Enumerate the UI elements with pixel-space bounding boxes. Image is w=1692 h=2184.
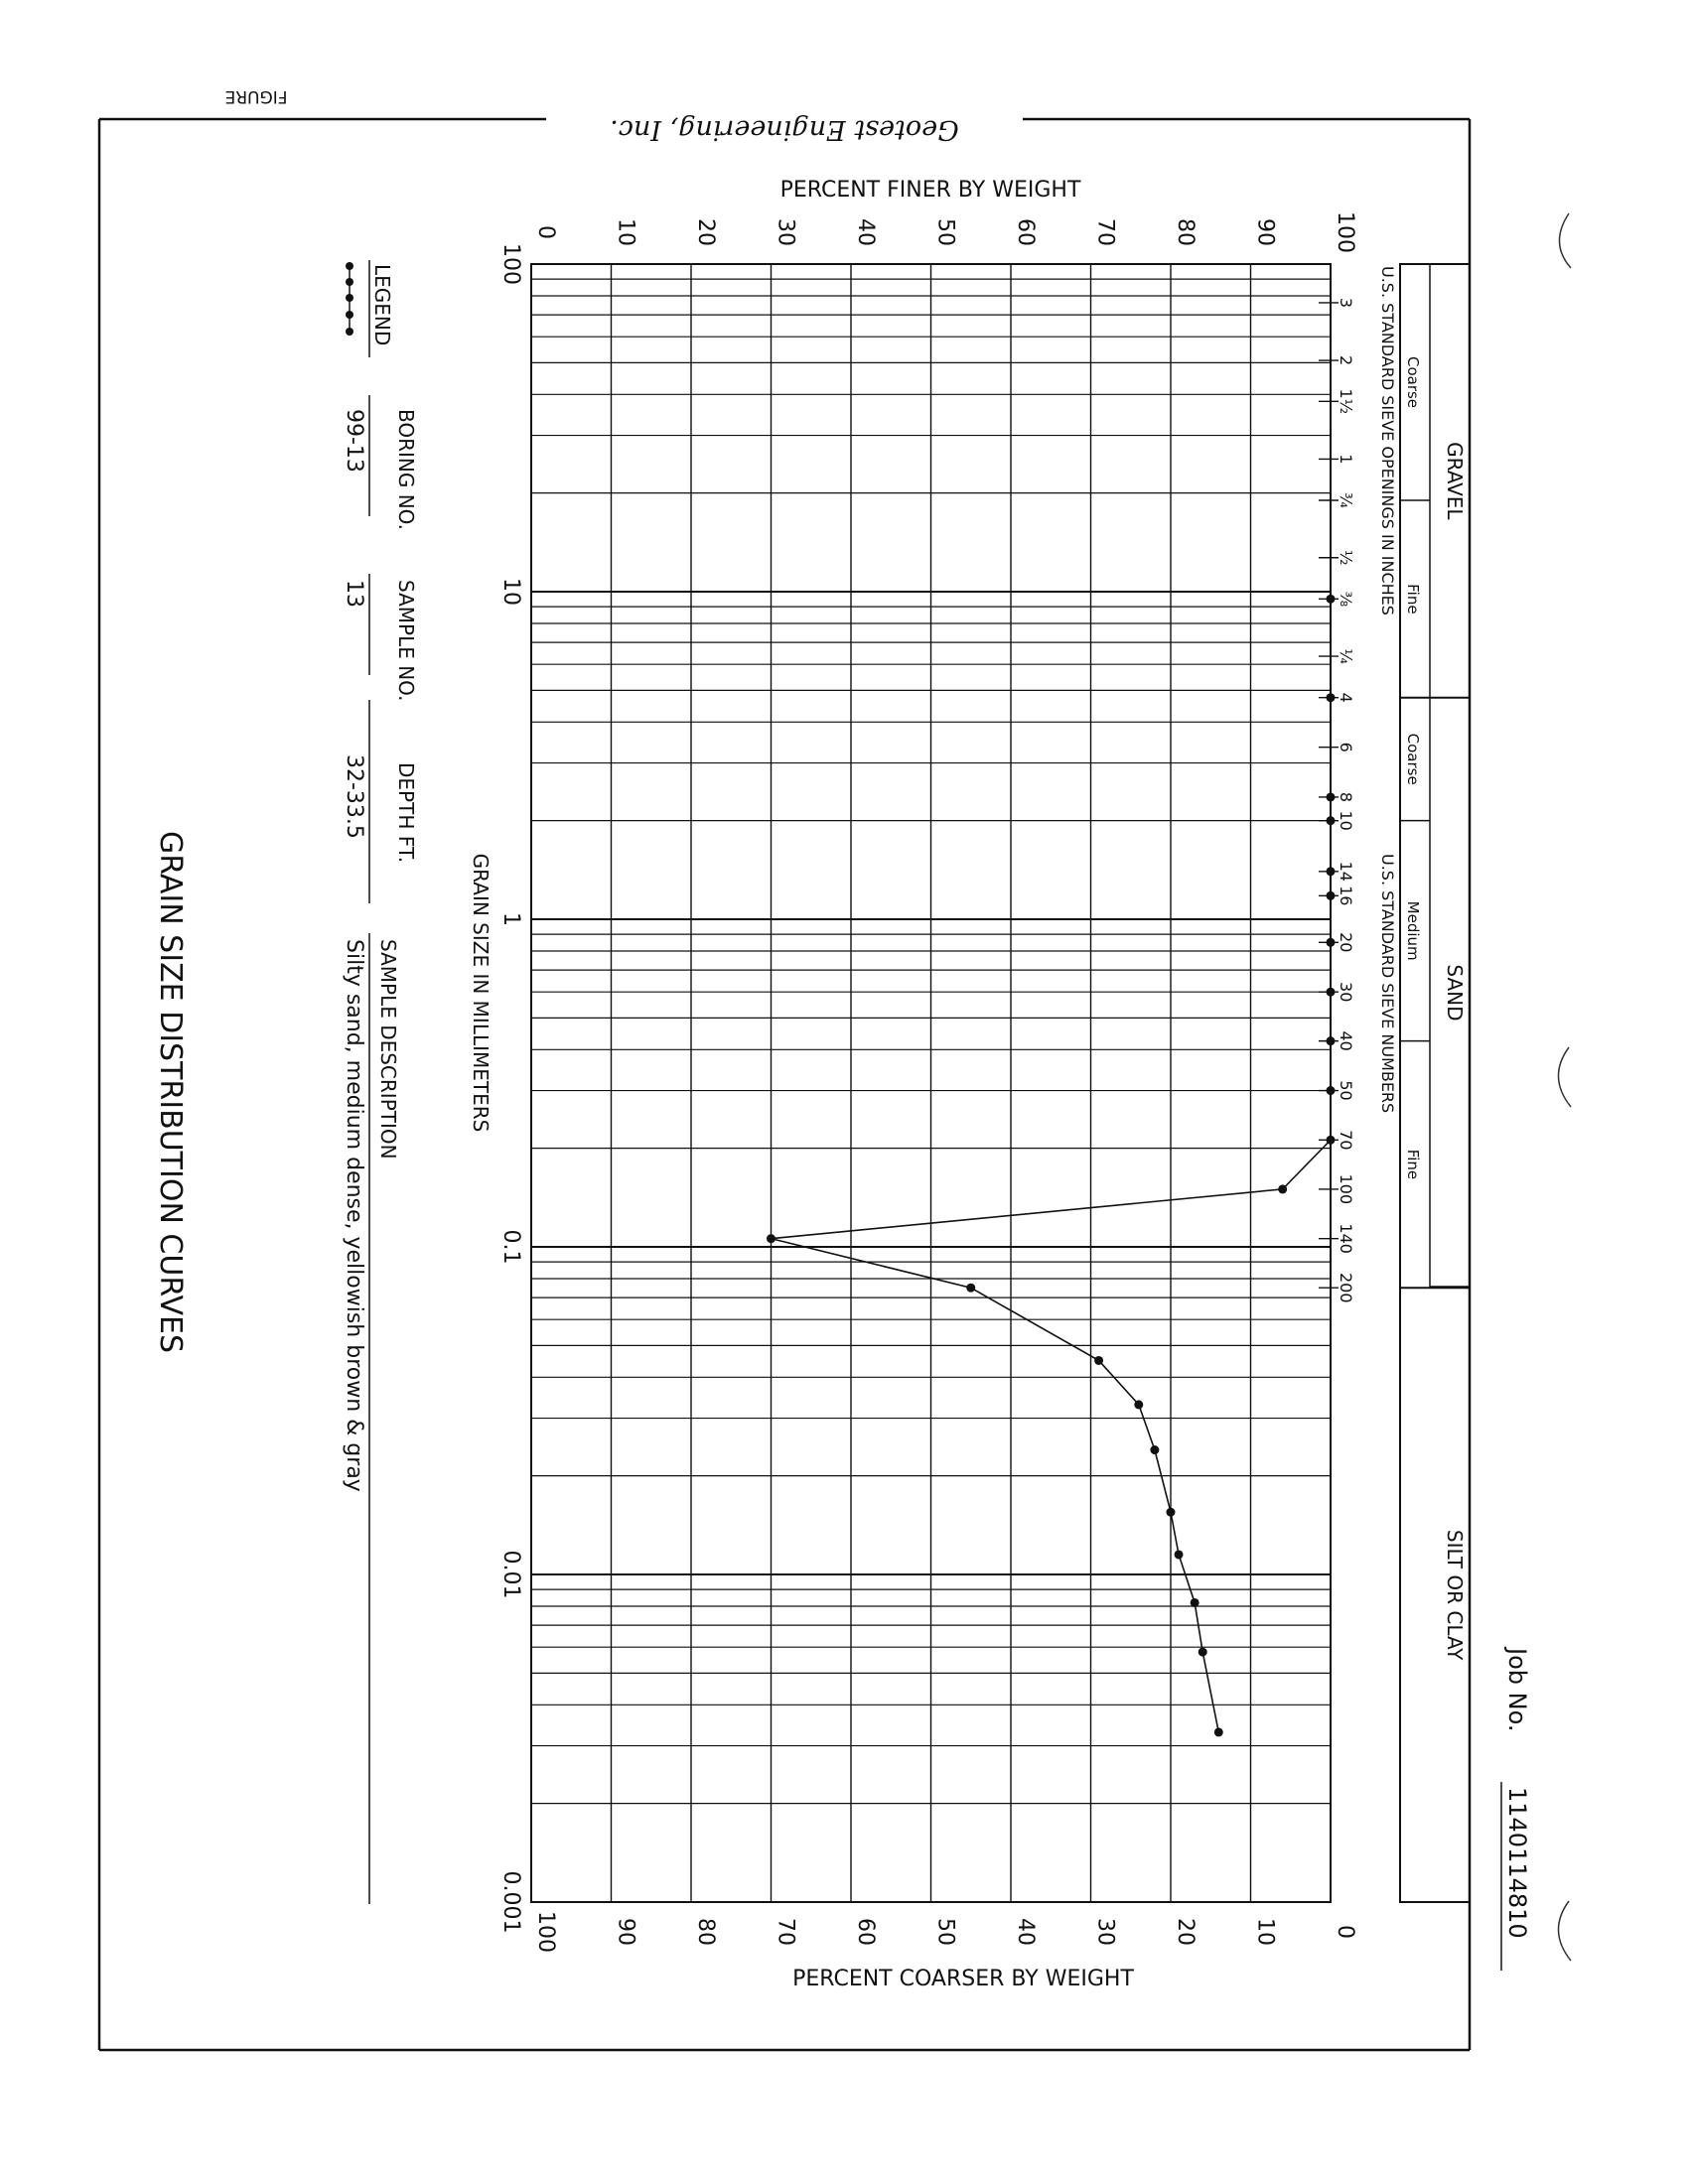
x-tick-label: 0.001	[498, 1870, 523, 1934]
y-tick-label-finer-group	[1173, 218, 1198, 246]
plot-area	[531, 264, 1355, 1902]
y-tick-label-coarser: 10	[1252, 1918, 1278, 1946]
data-point	[1167, 1508, 1176, 1517]
x-tick-label-group	[498, 912, 523, 926]
legend-symbol-dot	[346, 311, 353, 319]
data-point	[1327, 867, 1336, 876]
y-tick-label-coarser-group	[1173, 1918, 1198, 1946]
class-label-group	[1443, 442, 1467, 520]
data-point	[1214, 1727, 1223, 1736]
y-tick-label-coarser-group	[774, 1918, 798, 1946]
subclass-label: Coarse	[1404, 355, 1422, 409]
y-tick-label-coarser-group	[933, 1918, 958, 1946]
binder-mark-3	[1558, 1901, 1571, 1961]
y-tick-label-finer-group	[853, 218, 878, 246]
sieve-label: 1	[1337, 454, 1355, 465]
sieve-label: 8	[1337, 791, 1355, 803]
sieve-label-group	[1337, 592, 1355, 608]
y-tick-label-finer-group	[1253, 218, 1278, 246]
gradation-curve	[767, 595, 1336, 1737]
sieve-label-group	[1337, 454, 1355, 464]
job-number: 1140114810	[1503, 1787, 1531, 1939]
sieve-label: 10	[1337, 810, 1355, 831]
sieve-label-group	[1337, 693, 1355, 703]
y-tick-label-finer-group	[933, 218, 958, 246]
major-gridlines	[531, 264, 1331, 1902]
series-line	[772, 599, 1332, 1732]
sieve-label-group	[1337, 1130, 1355, 1150]
data-point	[1327, 891, 1336, 900]
class-label: SILT OR CLAY	[1443, 1529, 1467, 1661]
subclass-label: Fine	[1404, 584, 1422, 614]
data-point	[1327, 1086, 1336, 1095]
sieve-label-group	[1337, 550, 1355, 566]
sieve-label: 2	[1337, 354, 1355, 366]
y-tick-label-finer: 90	[1252, 218, 1278, 246]
sieve-label: 16	[1337, 886, 1355, 906]
sieve-label: 1½	[1337, 388, 1355, 415]
y-tick-label-finer: 30	[773, 218, 798, 246]
y-tick-label-finer-group	[1013, 218, 1038, 246]
sample-header: SAMPLE NO.	[394, 580, 418, 702]
data-point	[1327, 792, 1336, 801]
class-labels	[1404, 356, 1467, 1661]
sieve-label-group	[1337, 1080, 1355, 1100]
sieve-label: ⅜	[1337, 591, 1355, 608]
sieve-label: 6	[1337, 742, 1355, 752]
data-point	[767, 1234, 776, 1243]
y-tick-label-coarser: 40	[1013, 1918, 1038, 1946]
sieve-numbers-label: U.S. STANDARD SIEVE NUMBERS	[1378, 854, 1397, 1114]
y-tick-label-coarser-group	[1253, 1918, 1278, 1946]
y-tick-label-finer-group	[614, 218, 638, 246]
class-label: SAND	[1443, 964, 1467, 1022]
x-tick-label: 1	[498, 912, 523, 926]
sieve-label-group	[1337, 810, 1355, 830]
sieve-marks	[1319, 298, 1355, 1303]
sieve-label: 14	[1337, 861, 1355, 882]
y-tick-label-coarser: 50	[932, 1918, 958, 1946]
y-tick-label-coarser: 80	[693, 1918, 718, 1946]
y-tick-label-finer: 60	[1013, 218, 1038, 246]
x-tick-label-group	[498, 1871, 523, 1934]
y-tick-label-finer: 0	[533, 225, 558, 239]
x-tick-label: 100	[498, 243, 523, 285]
data-point	[1278, 1184, 1287, 1193]
y-tick-label-coarser: 90	[613, 1918, 638, 1946]
sieve-label: ½	[1337, 549, 1355, 566]
class-label-group	[1443, 964, 1467, 1021]
data-point	[1134, 1400, 1143, 1409]
depth-value: 32-33.5	[342, 754, 366, 839]
sieve-label-group	[1337, 1174, 1355, 1205]
sieve-label: 30	[1337, 982, 1355, 1003]
y-tick-label-coarser-group	[1093, 1918, 1118, 1946]
boring-value: 99-13	[342, 409, 366, 473]
sieve-label-group	[1337, 648, 1355, 664]
job-label: Job No.	[1503, 1648, 1531, 1732]
data-point	[1327, 816, 1336, 825]
sieve-label: ¾	[1337, 492, 1355, 508]
sieve-label: ¼	[1337, 648, 1355, 664]
legend-header: LEGEND	[370, 264, 394, 346]
sieve-label-group	[1337, 792, 1355, 802]
sieve-label-group	[1337, 1030, 1355, 1050]
legend-table	[342, 260, 418, 1904]
sieve-label: 200	[1337, 1272, 1355, 1303]
sieve-label-group	[1337, 743, 1355, 752]
subclass-label-group	[1404, 734, 1422, 785]
x-tick-label: 0.1	[498, 1229, 523, 1265]
depth-header: DEPTH FT.	[394, 762, 418, 864]
legend-symbol	[346, 262, 353, 336]
description-value: Silty sand, medium dense, yellowish brown & gray	[342, 939, 366, 1492]
y-tick-label-coarser-group	[693, 1918, 718, 1946]
x-tick-label-group	[498, 1551, 523, 1599]
subclass-box	[1430, 264, 1470, 1287]
chart-title: GRAIN SIZE DISTRIBUTION CURVES	[153, 830, 188, 1354]
y-tick-labels-coarser	[533, 1911, 1357, 1953]
subclass-label-group	[1404, 584, 1422, 614]
sieve-label-group	[1337, 932, 1355, 952]
y-tick-label-coarser: 70	[773, 1918, 798, 1946]
subclass-label-group	[1404, 356, 1422, 408]
y-tick-label-coarser-group	[614, 1918, 638, 1946]
y-tick-label-finer: 50	[932, 218, 958, 246]
description-header: SAMPLE DESCRIPTION	[376, 939, 400, 1160]
y-tick-label-finer: 80	[1173, 218, 1198, 246]
y-axis-title-coarser: PERCENT COARSER BY WEIGHT	[792, 1967, 1134, 1991]
y-tick-label-finer: 70	[1092, 218, 1118, 246]
data-point	[1094, 1356, 1103, 1365]
data-point	[1327, 1036, 1336, 1045]
sieve-label: 100	[1337, 1173, 1355, 1205]
sieve-label-group	[1337, 298, 1355, 308]
y-tick-label-coarser: 20	[1173, 1918, 1198, 1946]
sieve-label-group	[1337, 982, 1355, 1002]
y-tick-label-coarser: 60	[853, 1918, 878, 1946]
subclass-label: Fine	[1404, 1149, 1422, 1180]
data-point	[1327, 1136, 1336, 1145]
sieve-label: 140	[1337, 1223, 1355, 1254]
x-tick-labels	[498, 243, 523, 1933]
sieve-label: 50	[1337, 1080, 1355, 1101]
sieve-label: 3	[1337, 297, 1355, 309]
class-label-group	[1443, 1530, 1467, 1661]
x-tick-label-group	[498, 578, 523, 606]
y-tick-label-finer-group	[774, 218, 798, 246]
data-point	[1191, 1598, 1199, 1607]
x-tick-label-group	[498, 243, 523, 285]
x-tick-label-group	[498, 1230, 523, 1265]
sample-value: 13	[342, 580, 366, 608]
data-point	[1327, 988, 1336, 997]
x-axis-title: GRAIN SIZE IN MILLIMETERS	[469, 853, 493, 1133]
legend-symbol-dot	[346, 328, 353, 336]
binder-mark-2	[1558, 1047, 1571, 1107]
y-tick-label-coarser-group	[853, 1918, 878, 1946]
y-tick-label-coarser-group	[1333, 1925, 1357, 1939]
binder-mark-1	[1559, 213, 1571, 268]
company-name: Geotest Engineering, Inc.	[610, 114, 959, 145]
subclass-label: Medium	[1404, 900, 1422, 961]
boring-header: BORING NO.	[394, 409, 418, 530]
legend-symbol-dot	[346, 278, 353, 286]
data-point	[1198, 1648, 1207, 1657]
data-point	[1150, 1445, 1159, 1454]
y-tick-label-finer-group	[1093, 218, 1118, 246]
sieve-label: 4	[1337, 692, 1355, 703]
sieve-label-group	[1337, 355, 1355, 365]
sieve-label-group	[1337, 886, 1355, 905]
sieve-label: 70	[1337, 1130, 1355, 1151]
classification-header	[1400, 264, 1470, 1902]
sieve-label: 40	[1337, 1030, 1355, 1051]
data-point	[1327, 595, 1336, 604]
y-tick-label-finer: 20	[693, 218, 718, 246]
data-point	[966, 1284, 975, 1293]
sieve-label-group	[1337, 388, 1355, 414]
legend-symbol-dot	[346, 262, 353, 270]
y-axis-title-finer: PERCENT FINER BY WEIGHT	[779, 178, 1081, 203]
y-tick-label-coarser-group	[1013, 1918, 1038, 1946]
data-point	[1327, 938, 1336, 947]
sieve-label-group	[1337, 492, 1355, 508]
x-tick-label: 0.01	[498, 1550, 523, 1599]
y-tick-label-coarser: 0	[1333, 1925, 1357, 1939]
sieve-label-group	[1337, 862, 1355, 882]
y-tick-label-coarser: 30	[1092, 1918, 1118, 1946]
y-tick-labels-finer	[533, 211, 1357, 253]
y-tick-label-finer: 40	[853, 218, 878, 246]
subclass-label-group	[1404, 901, 1422, 961]
y-tick-label-coarser-group	[533, 1911, 558, 1953]
sieve-label: 20	[1337, 932, 1355, 953]
x-tick-label: 10	[498, 578, 523, 606]
sieve-label-group	[1337, 1273, 1355, 1303]
data-point	[1175, 1550, 1184, 1559]
y-tick-label-coarser: 100	[533, 1911, 558, 1953]
sieve-inches-label: U.S. STANDARD SIEVE OPENINGS IN INCHES	[1378, 266, 1397, 615]
subclass-label: Coarse	[1404, 733, 1422, 785]
y-tick-label-finer-group	[1333, 211, 1357, 253]
data-point	[1327, 693, 1336, 702]
y-tick-label-finer-group	[533, 225, 558, 239]
y-tick-label-finer: 100	[1333, 211, 1357, 253]
figure-label: FIGURE	[224, 86, 288, 106]
class-label: GRAVEL	[1443, 442, 1467, 520]
y-tick-label-finer: 10	[613, 218, 638, 246]
sieve-label-group	[1337, 1223, 1355, 1254]
subclass-label-group	[1404, 1150, 1422, 1179]
y-tick-label-finer-group	[693, 218, 718, 246]
legend-symbol-dot	[346, 294, 353, 302]
